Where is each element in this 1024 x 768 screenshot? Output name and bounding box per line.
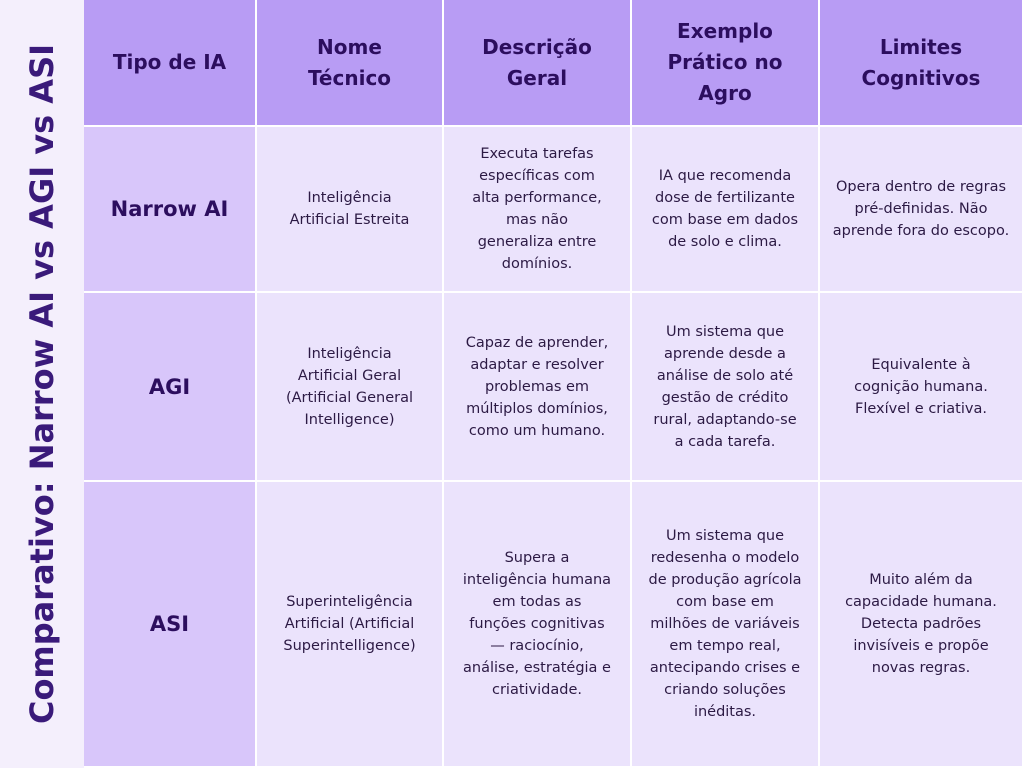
table-cell [444, 482, 632, 768]
table-cell [257, 293, 444, 482]
header-descricao-geral [444, 0, 632, 127]
table-cell [444, 293, 632, 482]
header-label: Nome Técnico [307, 34, 392, 90]
table-cell [820, 127, 1024, 293]
cell-text: Equivalente à cognição humana. Flexível e criativa. [854, 356, 988, 417]
header-label: Tipo de IA [112, 50, 227, 74]
table-cell [257, 482, 444, 768]
header-label: Exemplo Prático no Agro [667, 19, 783, 105]
cell-text: Muito além da capacidade humana. Detecta padrões invisíveis e propõe novas regras. [845, 572, 997, 676]
header-exemplo-pratico [632, 0, 820, 127]
cell-text: Opera dentro de regras pré-definidas. Não aprende fora do escopo. [832, 179, 1010, 239]
cell-text: Inteligência Artificial Geral (Artificial General Intelligence) [285, 345, 414, 428]
side-title-panel [0, 0, 84, 768]
page-title: Comparativo: Narrow AI vs AGI vs ASI [23, 43, 61, 725]
row-label: Narrow AI [110, 197, 229, 221]
row-label: AGI [148, 374, 191, 399]
cell-text: Inteligência Artificial Estreita [289, 190, 410, 228]
cell-text: IA que recomenda dose de fertilizante com base em dados de solo e clima. [651, 168, 799, 250]
table-cell [820, 482, 1024, 768]
cell-text: Supera a inteligência humana em todas as funções cognitivas — raciocínio, análise, estratégia e criatividade. [462, 550, 612, 698]
row-label-asi [84, 482, 257, 768]
table-cell [632, 293, 820, 482]
row-label-narrow-ai [84, 127, 257, 293]
table-cell [444, 127, 632, 293]
table-cell [632, 482, 820, 768]
row-label: ASI [149, 612, 190, 636]
cell-text: Capaz de aprender, adaptar e resolver problemas em múltiplos domínios, como um humano. [465, 334, 609, 439]
table-cell [632, 127, 820, 293]
header-tipo-de-ia [84, 0, 257, 127]
header-nome-tecnico [257, 0, 444, 127]
table-cell [820, 293, 1024, 482]
header-limites-cognitivos [820, 0, 1024, 127]
cell-text: Um sistema que redesenha o modelo de produção agrícola com base em milhões de variáveis em tempo real, antecipando crises e criando soluções inéditas. [648, 528, 802, 720]
header-label: Descrição Geral [482, 34, 592, 90]
cell-text: Superinteligência Artificial (Artificial Superintelligence) [283, 594, 416, 654]
table-cell [257, 127, 444, 293]
cell-text: Um sistema que aprende desde a análise de solo até gestão de crédito rural, adaptando-se a cada tarefa. [653, 323, 797, 450]
header-label: Limites Cognitivos [861, 34, 981, 90]
cell-text: Executa tarefas específicas com alta performance, mas não generaliza entre domínios. [472, 146, 602, 272]
row-label-agi [84, 293, 257, 482]
comparison-table [84, 0, 1024, 768]
